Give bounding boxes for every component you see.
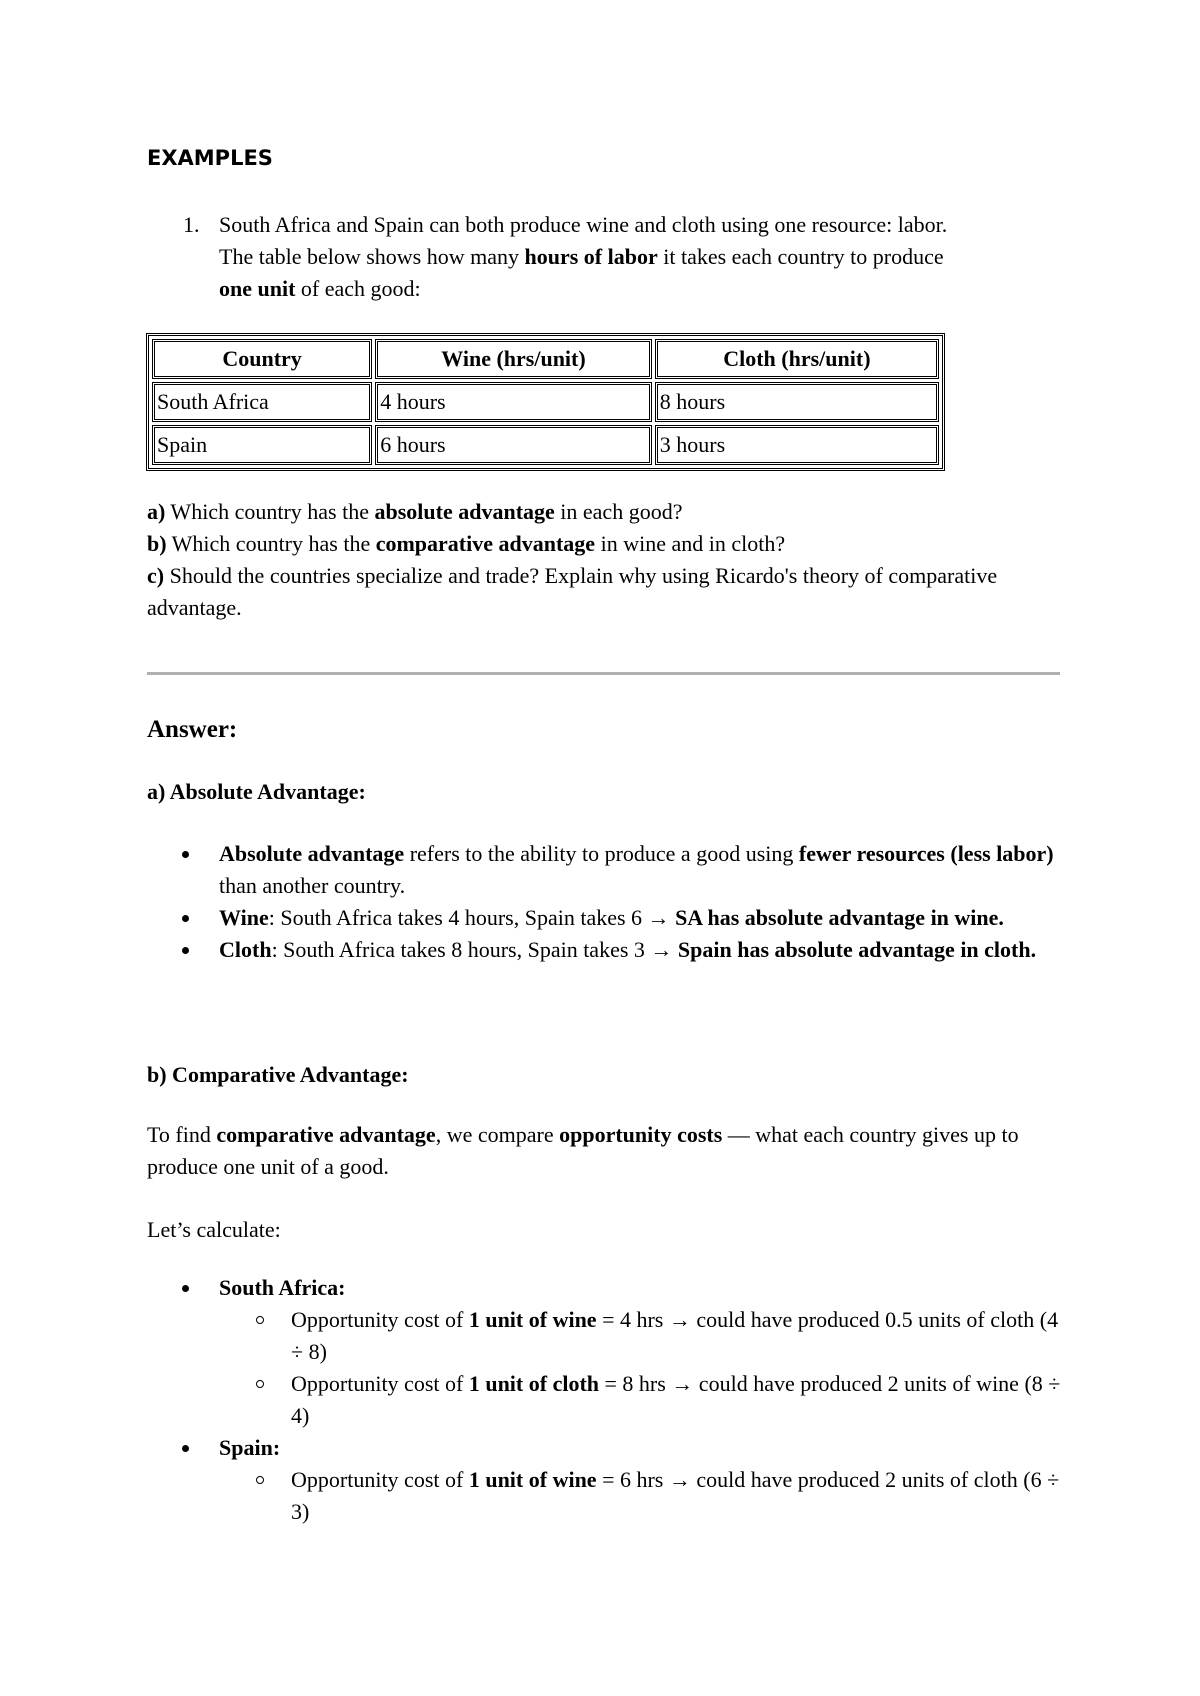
sub-list [219, 1304, 1067, 1432]
list-item-south-africa [147, 1272, 1067, 1432]
list-item [147, 934, 1067, 966]
table-cell: 3 hours [655, 425, 939, 465]
table-cell: South Africa [152, 382, 372, 422]
intro-text: , we compare [435, 1122, 560, 1147]
sub-question-b [147, 528, 1047, 560]
question-line-3-bold: one unit [219, 276, 296, 301]
list-item-text: : South Africa takes 8 hours, Spain takes 3 → [271, 937, 678, 962]
list-item-text: : South Africa takes 4 hours, Spain takes 6 → [268, 905, 676, 930]
table-row [152, 382, 939, 422]
list-item-text: than another country. [219, 873, 406, 898]
table-header-cell: Cloth (hrs/unit) [655, 339, 939, 379]
sub-question-a [147, 496, 1047, 528]
sub-question-bold: comparative advantage [375, 531, 596, 556]
question-line-3-post: of each good: [295, 276, 421, 301]
sub-list-item [219, 1368, 1067, 1432]
sub-question-text: Which country has the [165, 499, 375, 524]
horizontal-divider [147, 672, 1060, 675]
sub-list-item [219, 1304, 1067, 1368]
sub-item-text: Opportunity cost of [291, 1371, 469, 1396]
sub-item-text: = 6 hrs → could have produced 2 units of cloth (6 ÷ 3) [291, 1467, 1060, 1524]
sub-item-text: Opportunity cost of [291, 1467, 469, 1492]
absolute-advantage-heading: a) Absolute Advantage: [147, 779, 366, 804]
sub-question-text: in wine and in cloth? [595, 531, 786, 556]
table-header-row [152, 339, 939, 379]
table-header-cell: Wine (hrs/unit) [375, 339, 652, 379]
sub-list-item [219, 1464, 1067, 1528]
list-item-bold: SA has absolute advantage in wine. [675, 905, 1004, 930]
calculate-label: Let’s calculate: [147, 1217, 281, 1242]
sub-question-c [147, 560, 1047, 624]
intro-bold: opportunity costs [559, 1122, 723, 1147]
list-item-spain [147, 1432, 1067, 1528]
question-line-2-bold: hours of labor [524, 244, 658, 269]
question-text [219, 209, 1039, 305]
question-line-1: South Africa and Spain can both produce wine and cloth using one resource: labor. [219, 212, 948, 237]
table-row [152, 425, 939, 465]
sub-questions [147, 496, 1047, 624]
sub-list [219, 1464, 1067, 1528]
intro-text: — what each country gives up to produce one unit of a good. [147, 1122, 1019, 1179]
list-item [147, 838, 1067, 902]
table-header-cell: Country [152, 339, 372, 379]
list-item-bold: Cloth [219, 937, 272, 962]
sub-question-label: c) [147, 563, 165, 588]
sub-question-label: b) [147, 531, 167, 556]
list-item-bold: Absolute advantage [219, 841, 405, 866]
sub-item-text: = 4 hrs → could have produced 0.5 units of cloth (4 ÷ 8) [291, 1307, 1059, 1364]
list-item-bold: fewer resources (less labor) [798, 841, 1054, 866]
intro-text: To find [147, 1122, 217, 1147]
examples-heading: EXAMPLES [147, 146, 273, 170]
sub-item-bold: 1 unit of cloth [468, 1371, 600, 1396]
sub-item-bold: 1 unit of wine [468, 1307, 597, 1332]
answer-heading: Answer: [147, 716, 238, 743]
comparative-advantage-heading: b) Comparative Advantage: [147, 1062, 409, 1087]
list-item-bold: Spain has absolute advantage in cloth. [677, 937, 1037, 962]
table-cell: 6 hours [375, 425, 652, 465]
sub-question-label: a) [147, 499, 166, 524]
question-line-2-post: it takes each country to produce [657, 244, 944, 269]
list-item [147, 902, 1067, 934]
list-item-bold: Wine [219, 905, 269, 930]
comparative-intro [147, 1119, 1067, 1183]
intro-bold: comparative advantage [216, 1122, 436, 1147]
table-cell: 4 hours [375, 382, 652, 422]
sub-question-text: in each good? [554, 499, 683, 524]
opportunity-cost-list [147, 1272, 1067, 1528]
sub-item-text: = 8 hrs → could have produced 2 units of wine (8 ÷ 4) [291, 1371, 1061, 1428]
list-item-text: refers to the ability to produce a good using [404, 841, 799, 866]
sub-question-text: Which country has the [166, 531, 376, 556]
labor-hours-table [146, 333, 945, 471]
sub-question-bold: absolute advantage [374, 499, 555, 524]
country-name: Spain: [219, 1435, 281, 1460]
sub-question-text: Should the countries specialize and trade? Explain why using Ricardo's theory of comparative advantage. [147, 563, 998, 620]
sub-item-bold: 1 unit of wine [468, 1467, 597, 1492]
table-cell: Spain [152, 425, 372, 465]
sub-item-text: Opportunity cost of [291, 1307, 469, 1332]
table-cell: 8 hours [655, 382, 939, 422]
question-line-2-pre: The table below shows how many [219, 244, 525, 269]
absolute-advantage-list [147, 838, 1067, 966]
country-name: South Africa: [219, 1275, 346, 1300]
question-number: 1. [183, 212, 200, 237]
